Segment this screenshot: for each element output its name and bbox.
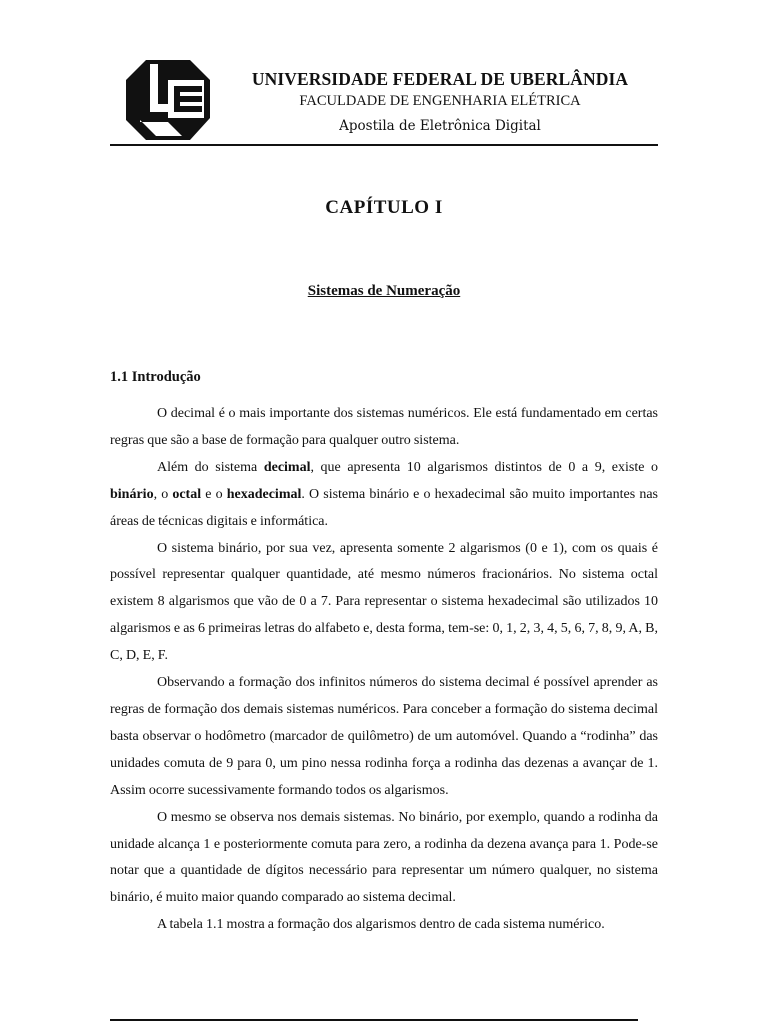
bold-term-decimal: decimal	[263, 459, 311, 475]
subsection-heading: 1.1 Introdução	[110, 369, 201, 385]
section-title-text: Sistemas de Numeração	[307, 283, 461, 299]
document-subtitle: Apostila de Eletrônica Digital	[339, 118, 541, 134]
text-span: . O sistema binário e o hexadecimal são muito importantes nas áreas de técnicas digitais e informática.	[110, 486, 658, 529]
university-logo	[126, 60, 210, 140]
text-span: e o	[201, 486, 227, 502]
paragraph-3: O sistema binário, por sua vez, apresenta somente 2 algarismos (0 e 1), com os quais é possível representar qualquer quantidade, até mesmo números fracionários. No sistema octal existem 8 algarismos que vão de 0 a 7. Para representar o sistema hexadecimal são utilizados 10 algarismos e as 6 primeiras letras do alfabeto e, desta forma, tem-se: 0, 1, 2, 3, 4, 5, 6, 7, 8, 9, A, B, C, D, E, F.	[110, 540, 658, 664]
paragraph-5: O mesmo se observa nos demais sistemas. No binário, por exemplo, quando a rodinha da unidade alcança 1 e posteriormente comuta para zero, a rodinha da dezena avança para 1. Pode-se notar que a quantidade de dígitos necessário para representar um número qualquer, no sistema binário, é muito maior quando comparado ao sistema decimal.	[110, 809, 658, 906]
paragraph-6: A tabela 1.1 mostra a formação dos algarismos dentro de cada sistema numérico.	[157, 917, 605, 933]
bold-term-octal: octal	[172, 486, 202, 502]
text-span: Além do sistema	[157, 459, 264, 475]
chapter-title: CAPÍTULO I	[325, 197, 443, 218]
text-span: , que apresenta 10 algarismos distintos de 0 a 9, existe o	[310, 459, 658, 475]
paragraph-1: O decimal é o mais importante dos sistemas numéricos. Ele está fundamentado em certas regras que são a base de formação para qualquer outro sistema.	[110, 406, 658, 448]
text-span: , o	[153, 486, 173, 502]
paragraph-2	[110, 455, 658, 536]
bold-term-hexadecimal: hexadecimal	[226, 486, 302, 502]
footer-divider	[110, 1019, 638, 1021]
document-header	[110, 58, 658, 146]
section-title	[110, 283, 658, 300]
body-text	[110, 401, 658, 939]
header-text-block	[240, 68, 640, 136]
paragraph-4: Observando a formação dos infinitos números do sistema decimal é possível aprender as regras de formação dos demais sistemas numéricos. Para conceber a formação do sistema decimal basta observar o hodômetro (marcador de quilômetro) de um automóvel. Quando a “rodinha” das unidades comuta de 9 para 0, um pino nessa rodinha força a rodinha das dezenas a avançar de 1. Assim ocorre sucessivamente formando todos os algarismos.	[110, 675, 658, 798]
faculty-name: FACULDADE DE ENGENHARIA ELÉTRICA	[299, 93, 581, 109]
university-name: UNIVERSIDADE FEDERAL DE UBERLÂNDIA	[251, 69, 629, 89]
bold-term-binario: binário	[110, 486, 154, 502]
